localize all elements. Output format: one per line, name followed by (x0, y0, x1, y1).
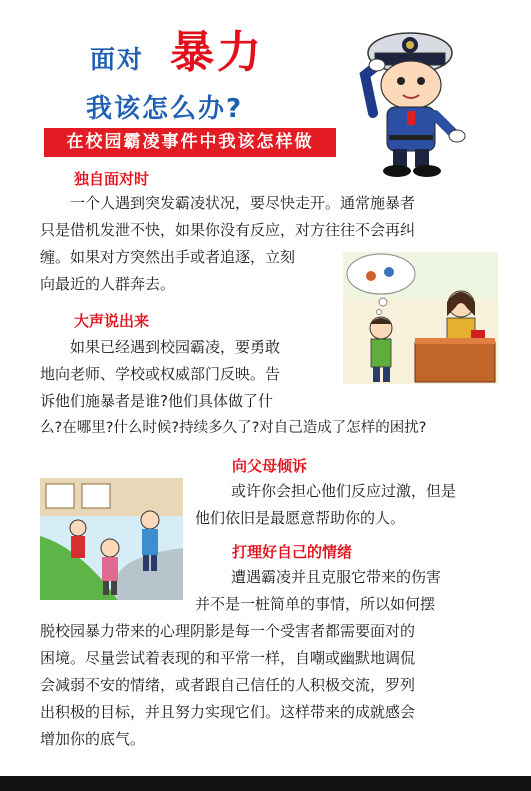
section-heading-parents: 向父母倾诉 (232, 457, 308, 475)
text-line: 出积极的目标，并且努力实现它们。这样带来的成就感会 (40, 703, 416, 721)
text-line: 他们依旧是最愿意帮助你的人。 (195, 509, 406, 527)
title-highlight: 暴力 (170, 27, 264, 78)
text-line: 么?在哪里?什么时候?持续多久了?对自己造成了怎样的困扰? (40, 420, 427, 436)
text-line: 会减弱不安的情绪，或者跟自己信任的人积极交流，罗列 (40, 676, 416, 694)
section-heading-alone: 独自面对时 (74, 170, 150, 188)
text-line: 地向老师、学校或权威部门反映。告 (40, 365, 281, 383)
section-text-emotions (40, 564, 441, 753)
text-line: 遭遇霸凌并且克服它带来的伤害 (231, 568, 442, 586)
text-line: 如果已经遇到校园霸凌，要勇敢 (70, 338, 281, 356)
text-line: 缠。如果对方突然出手或者追逐，立刻 (40, 248, 296, 266)
text-line: 脱校园暴力带来的心理阴影是每一个受害者都需要面对的 (40, 622, 416, 640)
text-line: 诉他们施暴者是谁?他们具体做了什 (40, 392, 273, 410)
subtitle-banner: 在校园霸凌事件中我该怎样做 (44, 128, 336, 157)
text-line: 一个人遇到突发霸凌状况，要尽快走开。通常施暴者 (70, 194, 416, 212)
text-line: 增加你的底气。 (40, 730, 146, 748)
text-line: 困境。尽量尝试着表现的和平常一样，自嘲或幽默地调侃 (40, 649, 416, 667)
title-prefix: 面对 (90, 45, 145, 74)
text-line: 向最近的人群奔去。 (40, 275, 176, 293)
text-line: 并不是一桩简单的事情，所以如何摆 (195, 595, 436, 613)
section-heading-speak-up: 大声说出来 (74, 312, 150, 330)
bottom-bar (0, 776, 531, 791)
text-line: 或许你会担心他们反应过激，但是 (231, 482, 457, 500)
text-line: 只是借机发泄不快，如果你没有反应，对方往往不会再纠 (40, 221, 416, 239)
section-text-parents (195, 478, 456, 532)
section-text-speak-up (40, 334, 426, 442)
police-officer-illustration (355, 15, 475, 180)
section-heading-emotions: 打理好自己的情绪 (232, 543, 353, 561)
title-question: 我该怎么办? (86, 94, 244, 124)
